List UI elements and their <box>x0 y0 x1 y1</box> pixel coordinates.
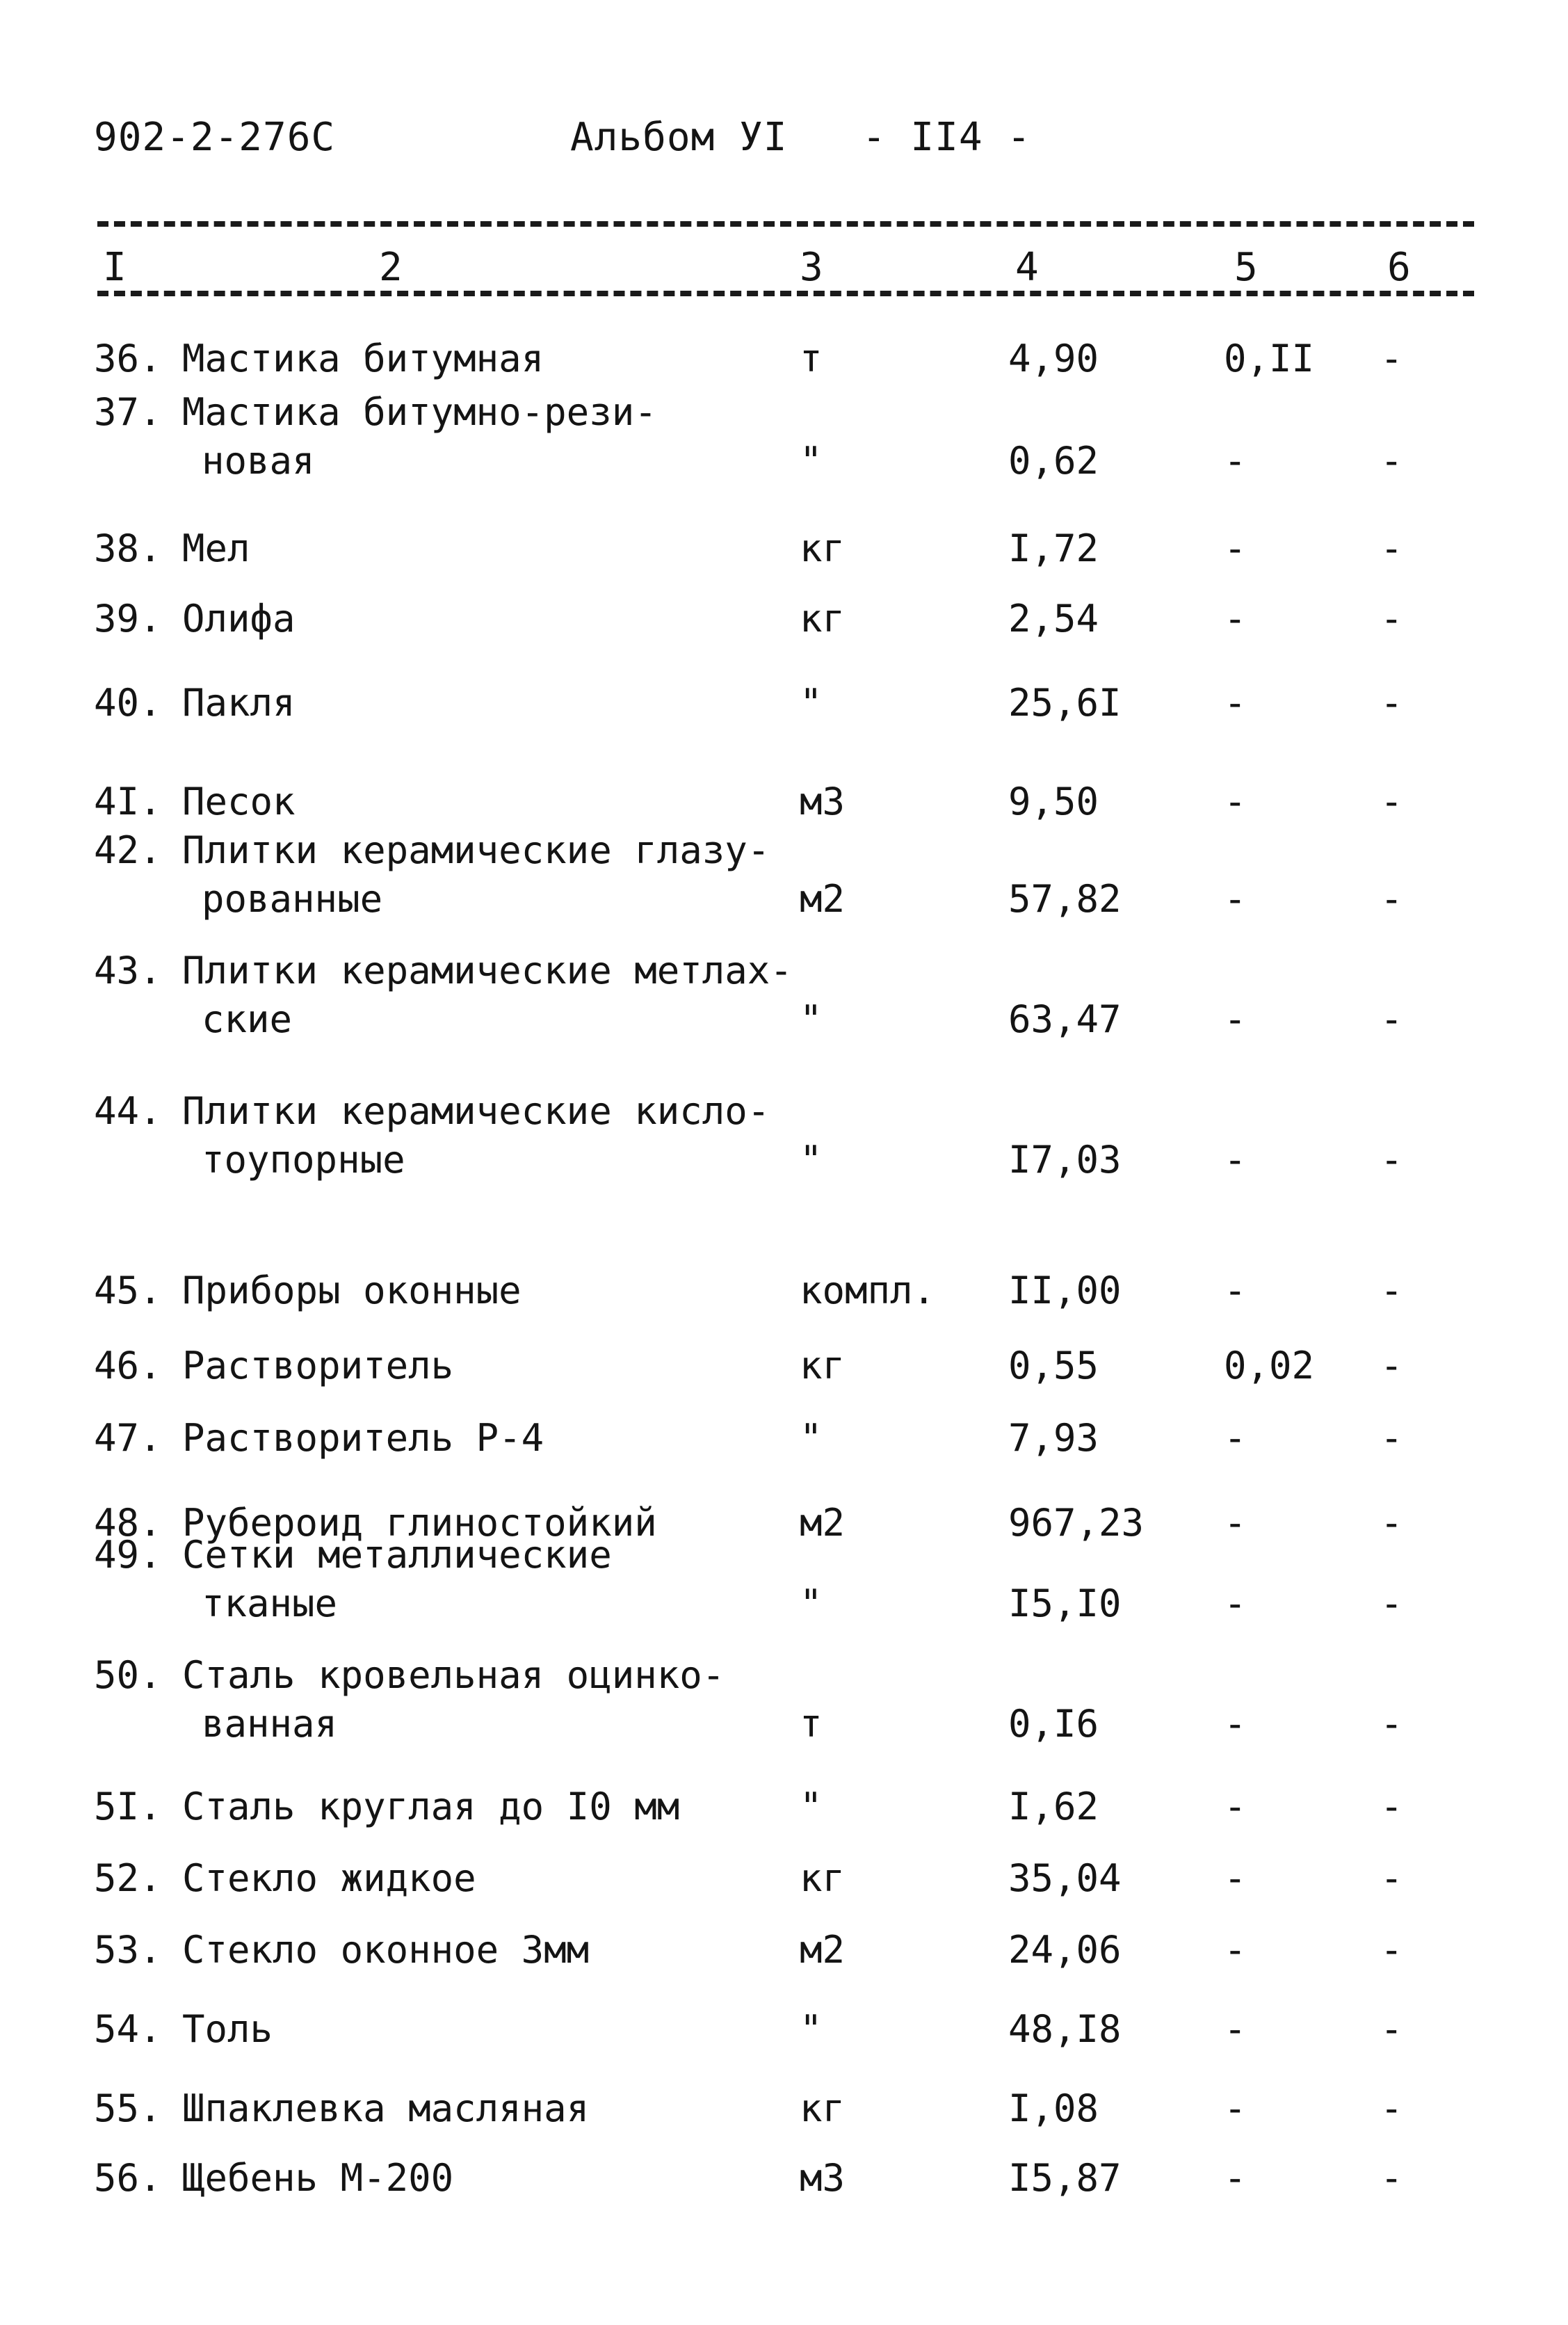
material-name: Плитки керамические метлах- <box>182 949 793 992</box>
column5-cell: - <box>1224 997 1247 1041</box>
column5-cell: - <box>1224 1501 1247 1545</box>
material-name: Плитки керамические глазу- <box>182 828 770 872</box>
column6-cell: - <box>1380 1416 1403 1460</box>
row-number: 43. <box>94 949 162 992</box>
column6-cell: - <box>1380 780 1403 823</box>
quantity-cell: 25,6I <box>1008 681 1122 725</box>
top-divider <box>97 221 1474 227</box>
column6-cell: - <box>1380 2156 1403 2200</box>
material-name: Приборы оконные <box>182 1269 522 1312</box>
quantity-cell: 9,50 <box>1008 780 1099 823</box>
material-name: Песок <box>182 780 296 823</box>
column-number: 4 <box>1015 245 1039 290</box>
material-name: Рубероид глиностойкий <box>182 1501 657 1545</box>
unit-cell: т <box>800 1702 823 1746</box>
row-number: 50. <box>94 1653 162 1697</box>
column5-cell: - <box>1224 1582 1247 1625</box>
column5-cell: 0,02 <box>1224 1344 1315 1387</box>
row-number: 4I. <box>94 780 162 823</box>
column5-cell: - <box>1224 2086 1247 2130</box>
quantity-cell: I,62 <box>1008 1785 1099 1828</box>
column6-cell: - <box>1380 1702 1403 1746</box>
unit-cell: кг <box>800 1344 846 1387</box>
column6-cell: - <box>1380 1501 1403 1545</box>
unit-cell: " <box>800 1138 823 1182</box>
column5-cell: - <box>1224 1928 1247 1972</box>
column-number: 6 <box>1387 245 1411 290</box>
quantity-cell: 7,93 <box>1008 1416 1099 1460</box>
unit-cell: " <box>800 2007 823 2051</box>
column6-cell: - <box>1380 997 1403 1041</box>
unit-cell: компл. <box>800 1269 936 1312</box>
quantity-cell: I,72 <box>1008 526 1099 570</box>
row-number: 37. <box>94 390 162 434</box>
row-number: 52. <box>94 1856 162 1900</box>
material-name: Сталь круглая до I0 мм <box>182 1785 680 1828</box>
unit-cell: " <box>800 681 823 725</box>
row-number: 46. <box>94 1344 162 1387</box>
material-name: Сталь кровельная оцинко- <box>182 1653 725 1697</box>
column6-cell: - <box>1380 439 1403 483</box>
quantity-cell: II,00 <box>1008 1269 1122 1312</box>
unit-cell: т <box>800 337 823 380</box>
unit-cell: кг <box>800 597 846 641</box>
column6-cell: - <box>1380 2007 1403 2051</box>
unit-cell: " <box>800 1785 823 1828</box>
row-number: 55. <box>94 2086 162 2130</box>
column6-cell: - <box>1380 1928 1403 1972</box>
unit-cell: " <box>800 1582 823 1625</box>
row-number: 49. <box>94 1533 162 1577</box>
unit-cell: м2 <box>800 1501 846 1545</box>
column5-cell: - <box>1224 2007 1247 2051</box>
column6-cell: - <box>1380 1138 1403 1182</box>
column-number: 2 <box>379 245 403 290</box>
page-number: - II4 - <box>862 115 1032 160</box>
unit-cell: кг <box>800 526 846 570</box>
column6-cell: - <box>1380 1582 1403 1625</box>
quantity-cell: 48,I8 <box>1008 2007 1122 2051</box>
unit-cell: м2 <box>800 1928 846 1972</box>
column5-cell: - <box>1224 1416 1247 1460</box>
quantity-cell: 2,54 <box>1008 597 1099 641</box>
column5-cell: - <box>1224 1138 1247 1182</box>
material-name-continuation: тканые <box>202 1582 338 1625</box>
material-name-continuation: ванная <box>202 1702 338 1746</box>
column5-cell: - <box>1224 439 1247 483</box>
column5-cell: - <box>1224 780 1247 823</box>
quantity-cell: 24,06 <box>1008 1928 1122 1972</box>
row-number: 54. <box>94 2007 162 2051</box>
row-number: 36. <box>94 337 162 380</box>
quantity-cell: I5,87 <box>1008 2156 1122 2200</box>
material-name-continuation: ские <box>202 997 293 1041</box>
column5-cell: 0,II <box>1224 337 1315 380</box>
column6-cell: - <box>1380 681 1403 725</box>
row-number: 38. <box>94 526 162 570</box>
quantity-cell: 0,62 <box>1008 439 1099 483</box>
quantity-cell: 0,55 <box>1008 1344 1099 1387</box>
material-name: Стекло жидкое <box>182 1856 476 1900</box>
material-name-continuation: рованные <box>202 877 383 921</box>
column5-cell: - <box>1224 2156 1247 2200</box>
column-number: 5 <box>1234 245 1258 290</box>
row-number: 48. <box>94 1501 162 1545</box>
row-number: 56. <box>94 2156 162 2200</box>
material-name-continuation: тоупорные <box>202 1138 405 1182</box>
column5-cell: - <box>1224 1785 1247 1828</box>
row-number: 42. <box>94 828 162 872</box>
material-name: Мел <box>182 526 250 570</box>
column5-cell: - <box>1224 1269 1247 1312</box>
quantity-cell: I5,I0 <box>1008 1582 1122 1625</box>
column6-cell: - <box>1380 1344 1403 1387</box>
unit-cell: " <box>800 997 823 1041</box>
column5-cell: - <box>1224 1856 1247 1900</box>
column5-cell: - <box>1224 526 1247 570</box>
unit-cell: кг <box>800 2086 846 2130</box>
material-name: Олифа <box>182 597 296 641</box>
column6-cell: - <box>1380 1856 1403 1900</box>
unit-cell: " <box>800 1416 823 1460</box>
row-number: 45. <box>94 1269 162 1312</box>
material-name: Толь <box>182 2007 273 2051</box>
quantity-cell: I7,03 <box>1008 1138 1122 1182</box>
material-name: Стекло оконное 3мм <box>182 1928 590 1972</box>
column6-cell: - <box>1380 526 1403 570</box>
row-number: 44. <box>94 1089 162 1133</box>
column5-cell: - <box>1224 1702 1247 1746</box>
column-number: I <box>103 245 127 290</box>
quantity-cell: 4,90 <box>1008 337 1099 380</box>
column6-cell: - <box>1380 597 1403 641</box>
row-number: 39. <box>94 597 162 641</box>
unit-cell: м3 <box>800 2156 846 2200</box>
quantity-cell: 35,04 <box>1008 1856 1122 1900</box>
unit-cell: м3 <box>800 780 846 823</box>
column-number: 3 <box>800 245 823 290</box>
material-name: Растворитель <box>182 1344 454 1387</box>
material-name: Щебень М-200 <box>182 2156 454 2200</box>
column5-cell: - <box>1224 597 1247 641</box>
material-name: Мастика битумная <box>182 337 544 380</box>
material-name-continuation: новая <box>202 439 315 483</box>
unit-cell: кг <box>800 1856 846 1900</box>
quantity-cell: 967,23 <box>1008 1501 1145 1545</box>
material-name: Сетки металлические <box>182 1533 612 1577</box>
column6-cell: - <box>1380 337 1403 380</box>
quantity-cell: 63,47 <box>1008 997 1122 1041</box>
quantity-cell: 0,I6 <box>1008 1702 1099 1746</box>
column6-cell: - <box>1380 2086 1403 2130</box>
quantity-cell: I,08 <box>1008 2086 1099 2130</box>
column6-cell: - <box>1380 877 1403 921</box>
row-number: 40. <box>94 681 162 725</box>
material-name: Растворитель Р-4 <box>182 1416 544 1460</box>
unit-cell: м2 <box>800 877 846 921</box>
material-name: Плитки керамические кисло- <box>182 1089 770 1133</box>
column6-cell: - <box>1380 1269 1403 1312</box>
material-name: Шпаклевка масляная <box>182 2086 590 2130</box>
material-name: Мастика битумно-рези- <box>182 390 657 434</box>
column5-cell: - <box>1224 681 1247 725</box>
row-number: 47. <box>94 1416 162 1460</box>
unit-cell: " <box>800 439 823 483</box>
column5-cell: - <box>1224 877 1247 921</box>
quantity-cell: 57,82 <box>1008 877 1122 921</box>
material-name: Пакля <box>182 681 296 725</box>
album-label: Альбом УI <box>570 115 788 160</box>
column6-cell: - <box>1380 1785 1403 1828</box>
row-number: 5I. <box>94 1785 162 1828</box>
document-code: 902-2-276С <box>94 115 336 160</box>
row-number: 53. <box>94 1928 162 1972</box>
header-divider <box>97 291 1474 296</box>
